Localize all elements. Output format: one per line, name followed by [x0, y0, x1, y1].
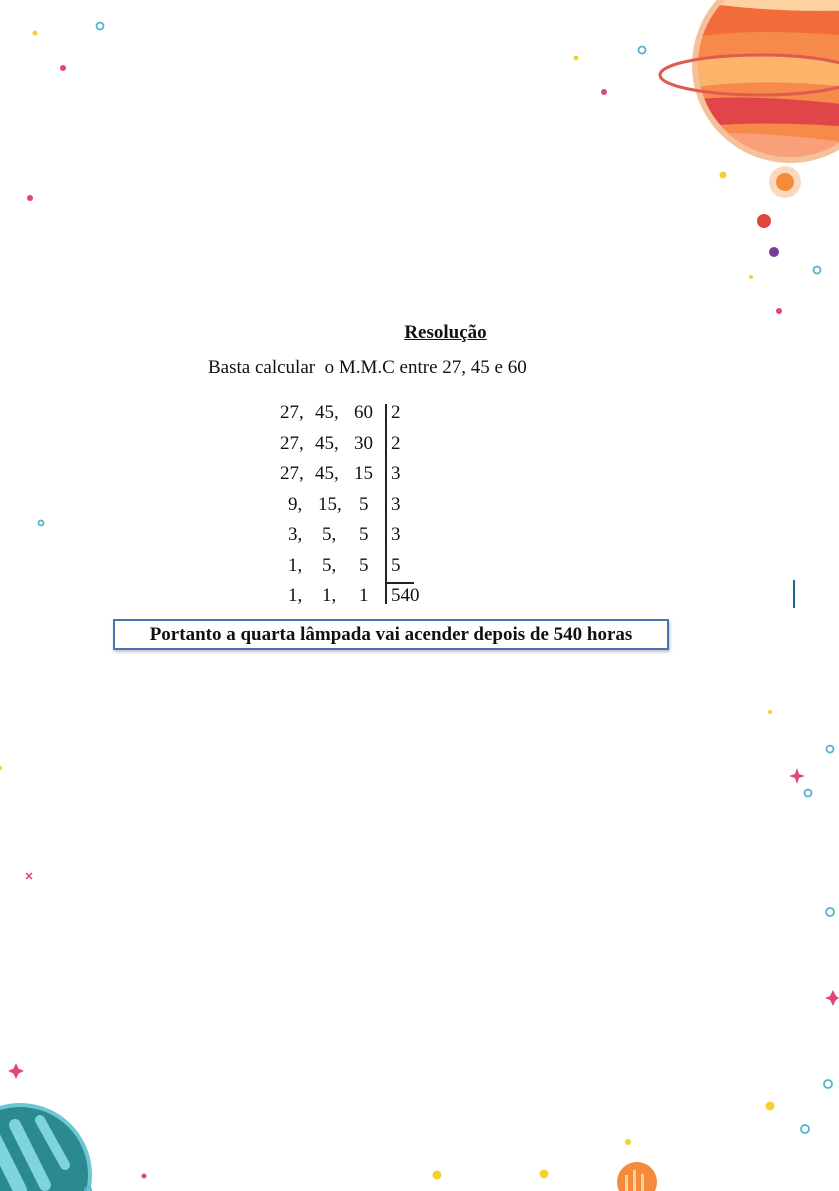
- value-a: 27,: [280, 463, 304, 484]
- divisor: 2: [391, 432, 401, 454]
- value-b: 45,: [315, 463, 339, 484]
- divisor: 3: [391, 524, 401, 545]
- value-a: 1,: [288, 554, 303, 576]
- value-c: 15: [354, 463, 373, 484]
- division-result-line: [386, 582, 414, 584]
- value-a: 27,: [280, 432, 304, 454]
- value-b: 5,: [322, 554, 337, 576]
- small-planet-icon: [617, 1162, 657, 1191]
- lcm-result: 540: [391, 585, 420, 606]
- value-b: 1,: [322, 585, 337, 606]
- decorative-stars: [8, 768, 839, 1079]
- value-a: 1,: [288, 585, 303, 606]
- decorative-rings: [39, 23, 835, 1191]
- section-heading: Resolução: [404, 322, 487, 343]
- conclusion-box: [113, 619, 669, 650]
- divisor: 3: [391, 463, 401, 484]
- divisor: 3: [391, 493, 401, 515]
- value-a: 3,: [288, 524, 303, 545]
- value-c: 5: [359, 524, 369, 545]
- value-c: 5: [359, 554, 369, 576]
- divisor: 5: [391, 554, 401, 576]
- value-a: 27,: [280, 402, 304, 423]
- orange-planet-icon: [660, 0, 839, 198]
- divisor: 2: [391, 402, 401, 423]
- intro-text: Basta calcular o M.M.C entre 27, 45 e 60: [208, 357, 527, 378]
- conclusion-text: Portanto a quarta lâmpada vai acender depois de 540 horas: [149, 623, 633, 645]
- value-c: 30: [354, 432, 373, 454]
- value-c: 5: [359, 493, 369, 515]
- margin-mark: [793, 580, 795, 608]
- value-c: 1: [359, 585, 369, 606]
- value-c: 60: [354, 402, 373, 423]
- value-b: 45,: [315, 402, 339, 423]
- value-b: 45,: [315, 432, 339, 454]
- value-b: 15,: [318, 493, 342, 515]
- division-vertical-line: [385, 404, 387, 604]
- value-b: 5,: [322, 524, 337, 545]
- value-a: 9,: [288, 493, 303, 515]
- teal-planet-icon: [0, 1105, 90, 1191]
